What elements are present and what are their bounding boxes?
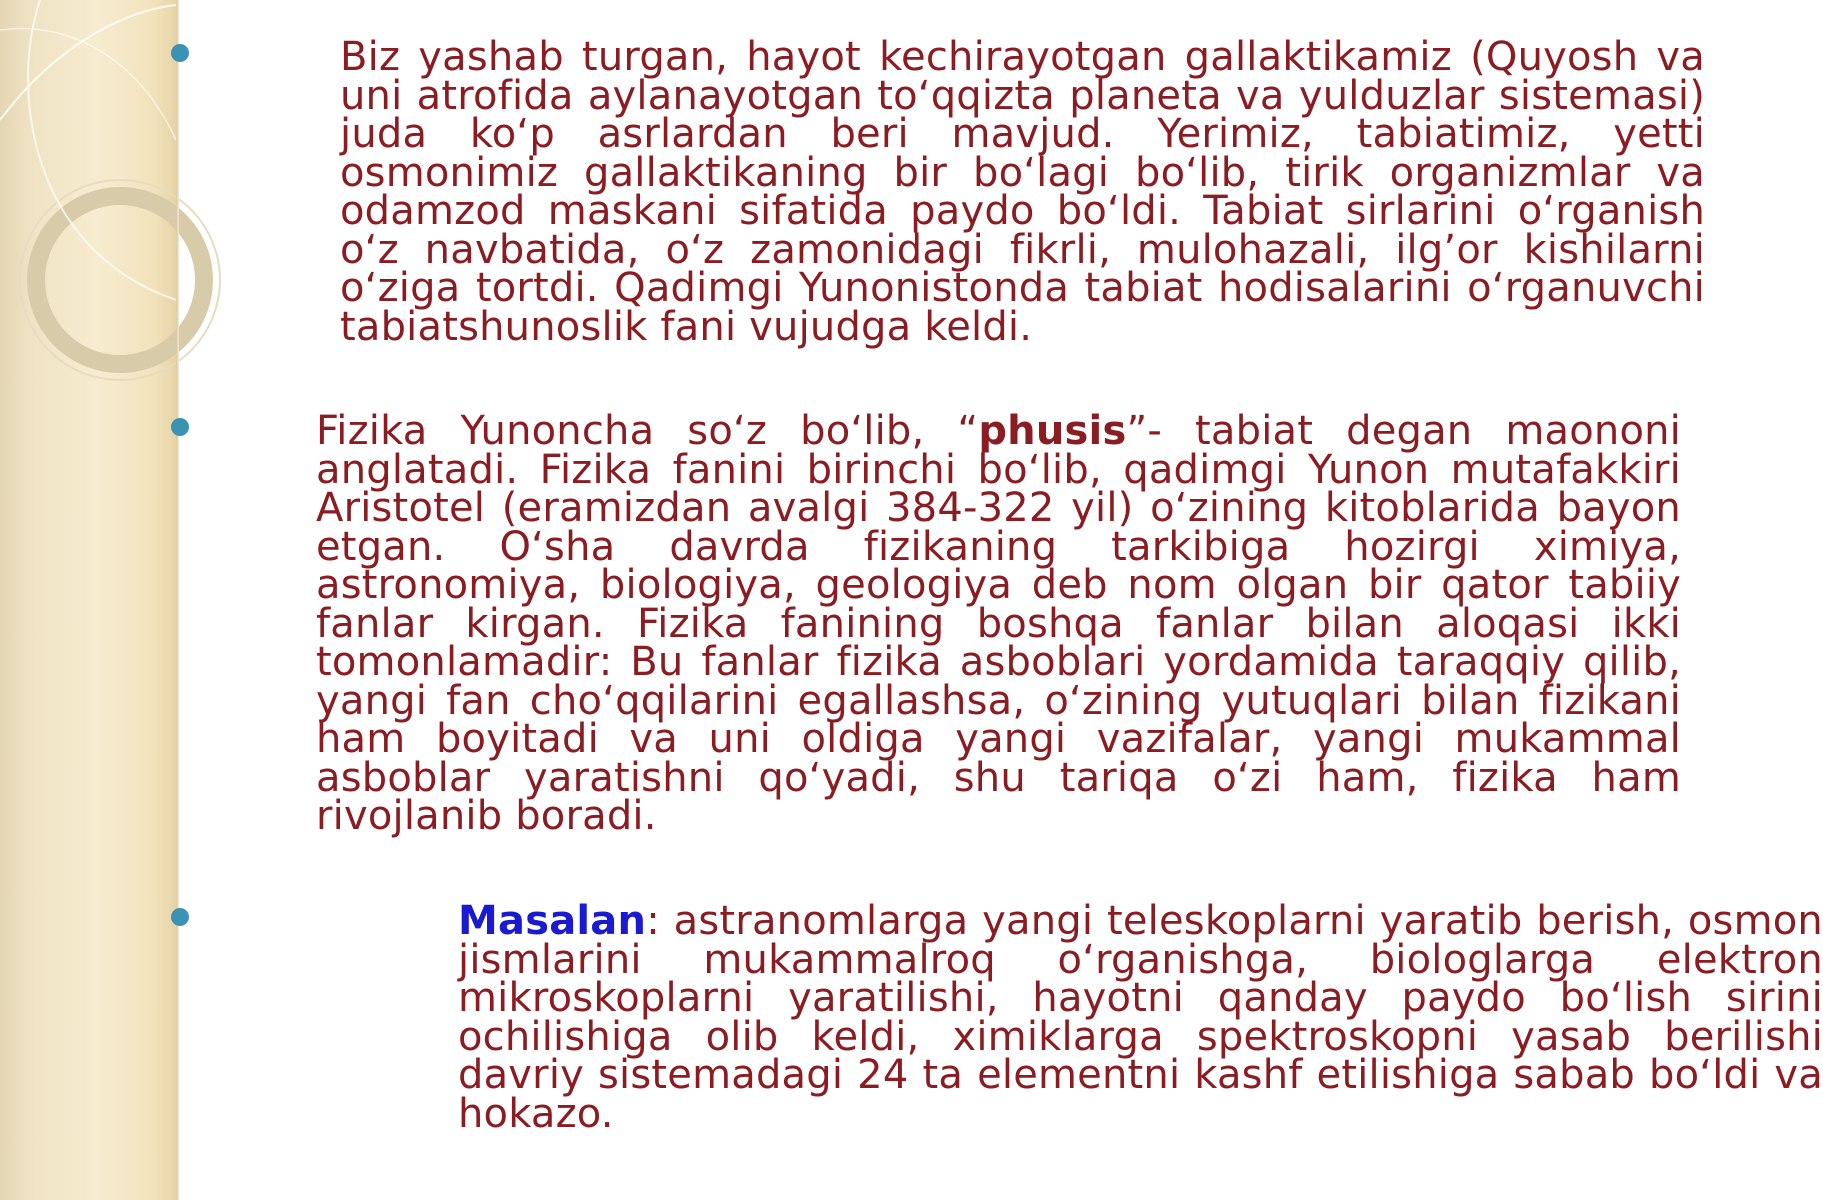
paragraph-example bbox=[218, 898, 1823, 1137]
bullet-icon bbox=[171, 418, 189, 436]
keyword-masalan: Masalan bbox=[458, 898, 647, 944]
paragraph-text: Biz yashab turgan, hayot kechirayotgan gallaktikamiz (Quyosh va uni atrofida aylanayotgan to‘qqizta planeta va yulduzlar sistemasi) juda ko‘p asrlardan beri mavjud. Yerimiz, tabiatimiz, yetti osmonimiz gallaktikaning bir bo‘lagi bo‘lib, tirik organizmlar va odamzod maskani sifatida paydo bo‘ldi. Tabiat sirlarini o‘rganish o‘z navbatida, o‘z zamonidagi fikrli, mulohazali, ilg’or kishilarni o‘ziga tortdi. Qadimgi Yunonistonda tabiat hodisalarini o‘rganuvchi tabiatshunoslik fani vujudga keldi. bbox=[340, 34, 1705, 350]
term-phusis: phusis bbox=[978, 408, 1127, 454]
paragraph-text: Fizika Yunoncha so‘z bo‘lib, “ bbox=[316, 408, 979, 454]
bullet-icon bbox=[171, 908, 189, 926]
paragraph-galaxy bbox=[218, 34, 1705, 350]
bullet-icon bbox=[171, 44, 189, 62]
paragraph-text: : astranomlarga yangi teleskoplarni yaratib berish, osmon jismlarini mukammalroq o‘rganishga, biologlarga elektron mikroskoplarni yaratilishi, hayotni qanday paydo bo‘lish sirini ochilishiga olib keldi, ximiklarga spektroskopni yasab berilishi davriy sistemadagi 24 ta elementni kashf etilishiga sabab bo‘ldi va hokazo. bbox=[458, 898, 1823, 1137]
paragraph-text: ”- tabiat degan maononi anglatadi. Fizika fanini birinchi bo‘lib, qadimgi Yunon mutafakkiri Aristotel (eramizdan avalgi 384-322 yil) o‘zining kitoblarida bayon etgan. O‘sha davrda fizikaning tarkibiga hozirgi ximiya, astronomiya, biologiya, geologiya deb nom olgan bir qator tabiiy fanlar kirgan. Fizika fanining boshqa fanlar bilan aloqasi ikki tomonlamadir: Bu fanlar fizika asboblari yordamida taraqqiy qilib, yangi fan cho‘qqilarini egallashsa, o‘zining yutuqlari bilan fizikani ham boyitadi va uni oldiga yangi vazifalar, yangi mukammal asboblar yaratishni qo‘yadi, shu tariqa o‘zi ham, fizika ham rivojlanib boradi. bbox=[316, 408, 1681, 839]
paragraph-physics bbox=[218, 408, 1681, 839]
